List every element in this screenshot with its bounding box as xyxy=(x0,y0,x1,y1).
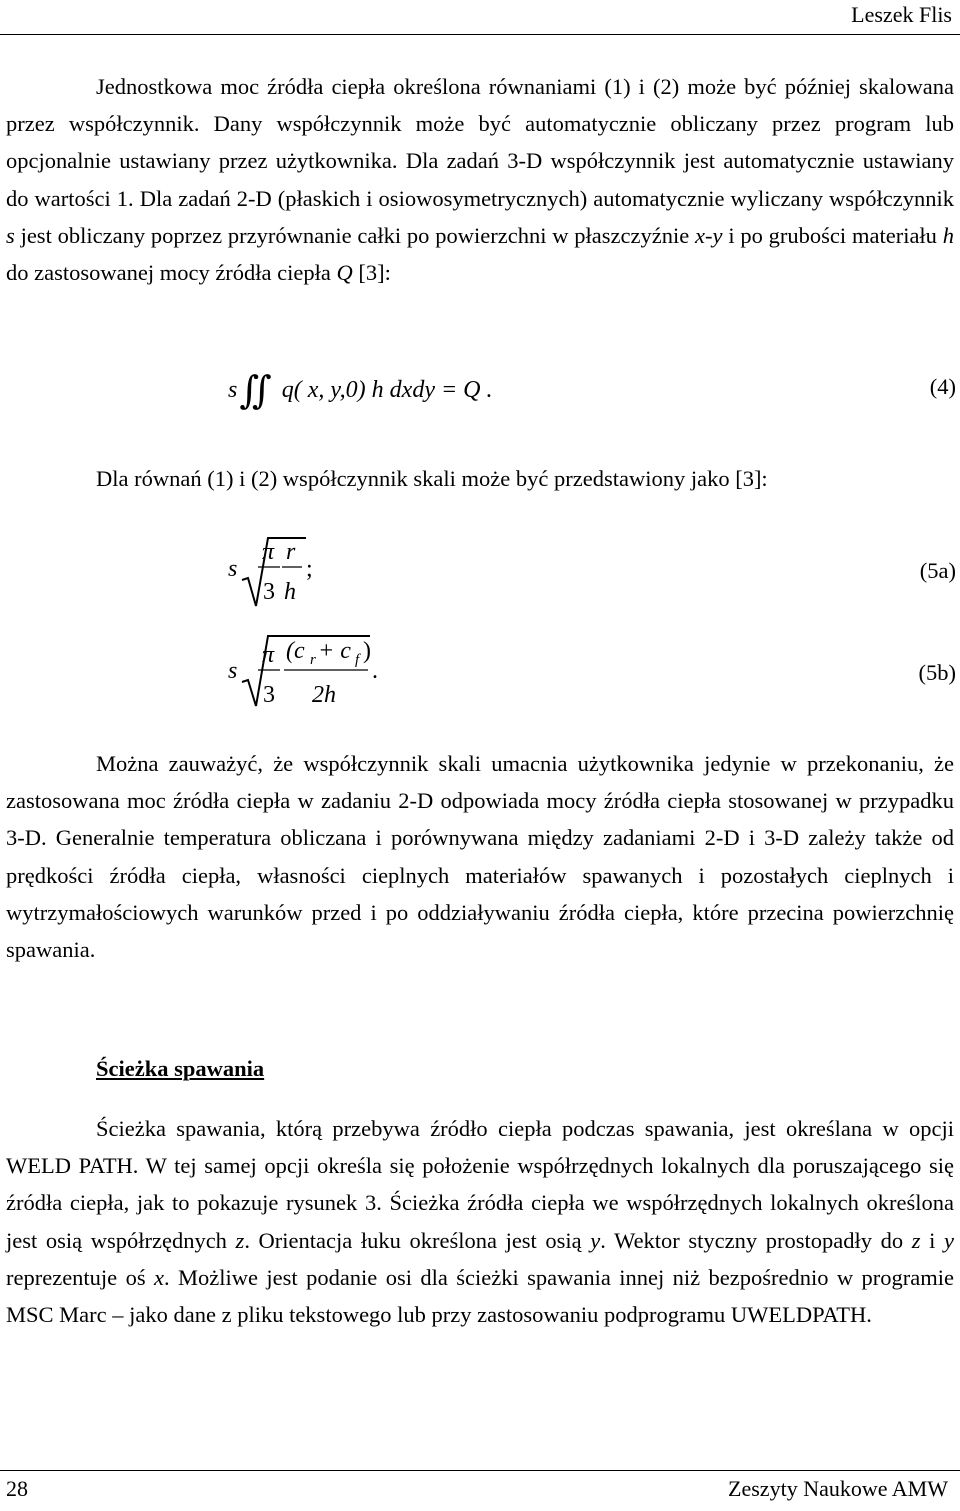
text-run: jest obliczany poprzez przyrównanie całki po powierzchni w płaszczyźnie xyxy=(14,222,696,248)
text-run: . Możliwe jest podanie osi dla ścieżki spawania innej niż bezpośrednio w programie MSC Marc – jako dane z pliku tekstowego lub przy zastosowaniu podprogramu UWELDPATH. xyxy=(6,1264,954,1328)
eq5b-numerator-plus-c: + c xyxy=(318,638,351,664)
equation-4 xyxy=(228,368,493,413)
eq5a-r: r xyxy=(286,539,296,565)
eq5b-pi: π xyxy=(262,642,275,668)
eq4-double-integral: ∬ xyxy=(239,370,272,412)
var-y: y xyxy=(943,1227,954,1253)
var-x: x xyxy=(154,1264,164,1290)
paragraph-scale-formula-intro xyxy=(6,460,954,497)
section-heading: Ścieżka spawania xyxy=(96,1056,265,1081)
text-run: Dla równań (1) i (2) współczynnik skali może być przedstawiony jako [3]: xyxy=(96,466,768,491)
eq4-body: q( x, y,0) h dxdy = Q . xyxy=(281,377,493,403)
var-s: s xyxy=(6,222,15,248)
equation-5b xyxy=(228,632,558,712)
eq5b-tail: . xyxy=(372,658,378,684)
text-run: Można zauważyć, że współczynnik skali umacnia użytkownika jedynie w przekonaniu, że zastosowana moc źródła ciepła w zadaniu 2-D odpowiada mocy źródła ciepła stosowanej w przypadku 3-D. Generalnie temperatura obliczana i porównywana między zadaniami 2-D i 3-D zależy także od prędkości źródła ciepła, własności cieplnych materiałów spawanych i pozostałych cieplnych i wytrzymałościowych warunków przed i po oddziaływaniu źródła ciepła, które przecina powierzchnię spawania. xyxy=(6,751,954,963)
eq5b-s: s xyxy=(228,658,238,684)
text-run: . Orientacja łuku określona jest osią xyxy=(244,1227,591,1253)
text-run: Jednostkowa moc źródła ciepła określona równaniami (1) i (2) może być później skalowana przez współczynnik. Dany współczynnik może być automatycznie obliczany przez program lub opcjonalnie ustawiany przez użytkownika. Dla zadań 3-D współczynnik jest automatycznie ustawiany do wartości 1. Dla zadań 2-D (płaskich i osiowosymetrycznych) automatycznie wyliczany współczynnik xyxy=(6,74,954,211)
eq5a-three: 3 xyxy=(263,579,275,605)
eq5a-h: h xyxy=(284,579,296,605)
eq5b-graphic xyxy=(228,632,558,712)
paragraph-weld-path xyxy=(6,1110,954,1333)
equation-5b-number: (5b) xyxy=(918,660,956,685)
eq5b-sub-r: r xyxy=(310,652,316,668)
var-z: z xyxy=(235,1227,245,1253)
running-head-author: Leszek Flis xyxy=(851,2,952,27)
eq5b-denominator: 2h xyxy=(312,682,336,708)
eq5a-pi: π xyxy=(262,539,275,565)
equation-5a xyxy=(228,534,558,614)
var-Q: Q xyxy=(336,260,353,286)
var-y: y xyxy=(590,1227,601,1253)
paragraph-scaling-intro xyxy=(6,68,954,291)
eq5b-three: 3 xyxy=(263,682,275,708)
var-h: h xyxy=(942,222,954,248)
journal-name: Zeszyty Naukowe AMW xyxy=(728,1476,948,1501)
eq5b-close-paren: ) xyxy=(363,638,371,664)
eq4-s: s xyxy=(228,377,238,403)
equation-5a-number: (5a) xyxy=(919,558,956,583)
header-rule xyxy=(0,34,960,35)
paragraph-scale-remark xyxy=(6,745,954,968)
eq5b-numerator-c-r: (c xyxy=(286,638,305,664)
eq5b-sub-f: f xyxy=(355,652,360,668)
var-z: z xyxy=(911,1227,921,1253)
text-run: . Wektor styczny prostopadły do xyxy=(600,1227,912,1253)
text-run: i xyxy=(920,1227,944,1253)
var-xy: x-y xyxy=(695,222,723,248)
page-number: 28 xyxy=(6,1476,28,1501)
equation-4-number: (4) xyxy=(929,374,956,399)
text-run: reprezentuje oś xyxy=(6,1264,154,1290)
text-run: Ścieżka spawania, którą przebywa źródło ciepła podczas spawania, jest określana w opcji WELD PATH. W tej samej opcji określa się położenie współrzędnych lokalnych dla poruszającego się źródła ciepła, jak to pokazuje rysunek 3. Ścieżka źródła ciepła we współrzędnych lokalnych określona jest osią współrzędnych xyxy=(6,1116,954,1253)
eq5a-graphic xyxy=(228,534,558,614)
eq5a-s: s xyxy=(228,556,238,582)
eq5a-tail: ; xyxy=(306,556,313,582)
text-run: [3]: xyxy=(352,260,391,286)
footer-rule xyxy=(0,1470,960,1471)
text-run: do zastosowanej mocy źródła ciepła xyxy=(6,260,337,286)
text-run: i po grubości materiału xyxy=(722,222,943,248)
